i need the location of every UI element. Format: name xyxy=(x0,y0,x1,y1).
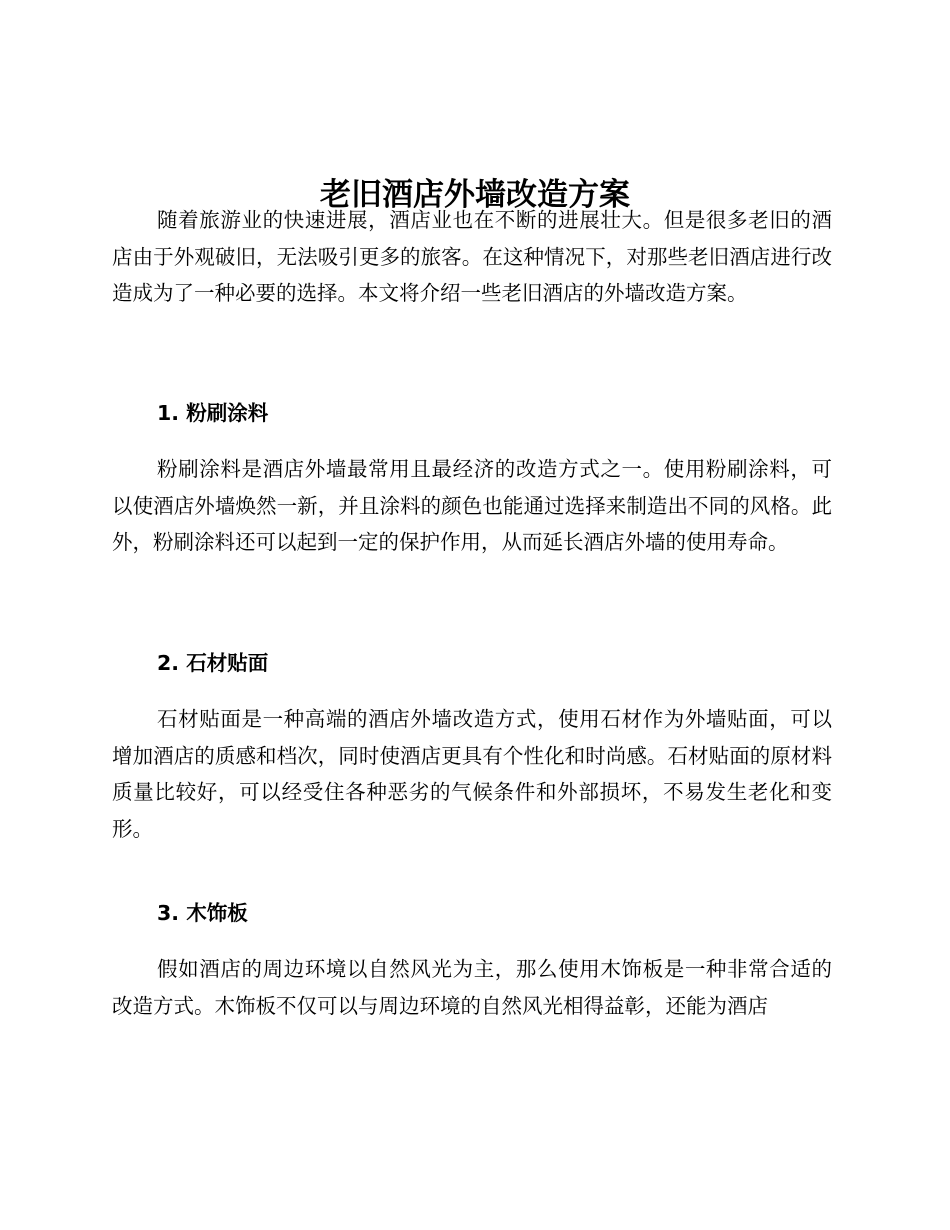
section-heading-1: 1. 粉刷涂料 xyxy=(157,401,269,425)
section-body-1: 粉刷涂料是酒店外墙最常用且最经济的改造方式之一。使用粉刷涂料，可以使酒店外墙焕然一新，并且涂料的颜色也能通过选择来制造出不同的风格。此外，粉刷涂料还可以起到一定的保护作用，从而延长酒店外墙的使用寿命。 xyxy=(112,457,832,554)
document-title: 老旧酒店外墙改造方案 xyxy=(320,176,630,213)
intro-paragraph: 随着旅游业的快速进展，酒店业也在不断的进展壮大。但是很多老旧的酒店由于外观破旧，无法吸引更多的旅客。在这种情况下，对那些老旧酒店进行改造成为了一种必要的选择。本文将介绍一些老旧酒店的外墙改造方案。 xyxy=(112,208,832,305)
section-body-2: 石材贴面是一种高端的酒店外墙改造方式，使用石材作为外墙贴面，可以增加酒店的质感和档次，同时使酒店更具有个性化和时尚感。石材贴面的原材料质量比较好，可以经受住各种恶劣的气候条件和外部损坏，不易发生老化和变形。 xyxy=(112,707,832,841)
section-body-3: 假如酒店的周边环境以自然风光为主，那么使用木饰板是一种非常合适的改造方式。木饰板不仅可以与周边环境的自然风光相得益彰，还能为酒店 xyxy=(112,957,832,1018)
section-heading-2: 2. 石材贴面 xyxy=(157,651,269,675)
section-heading-3: 3. 木饰板 xyxy=(157,901,248,925)
